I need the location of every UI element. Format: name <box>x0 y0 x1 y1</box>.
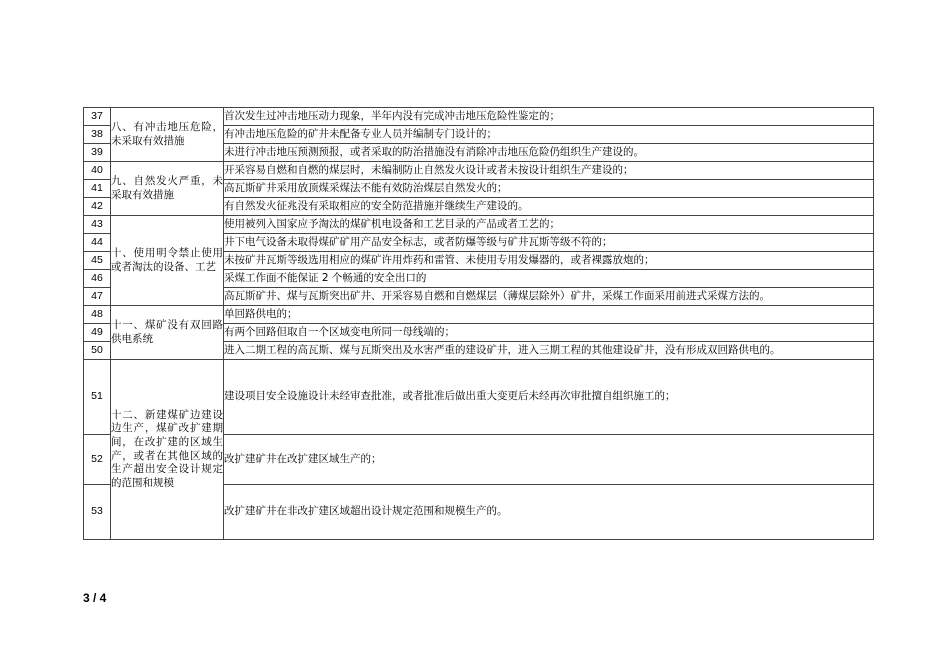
row-description: 改扩建矿井在非改扩建区域超出设计规定范围和规模生产的。 <box>224 485 874 540</box>
category-cell: 八、有冲击地压危险，未采取有效措施 <box>111 108 224 162</box>
row-number: 40 <box>84 162 111 180</box>
table-row <box>84 216 874 234</box>
row-description: 采煤工作面不能保证 2 个畅通的安全出口的 <box>224 270 874 288</box>
row-number: 46 <box>84 270 111 288</box>
row-description: 井下电气设备未取得煤矿矿用产品安全标志，或者防爆等级与矿井瓦斯等级不符的； <box>224 234 874 252</box>
table-row <box>84 360 874 435</box>
row-description: 建设项目安全设施设计未经审查批准，或者批准后做出重大变更后未经再次审批擅自组织施工的； <box>224 360 874 435</box>
category-cell: 十一、煤矿没有双回路供电系统 <box>111 306 224 360</box>
row-number: 44 <box>84 234 111 252</box>
violations-table <box>83 107 874 540</box>
row-number: 37 <box>84 108 111 126</box>
row-description: 高瓦斯矿井、煤与瓦斯突出矿井、开采容易自燃和自燃煤层（薄煤层除外）矿井，采煤工作面采用前进式采煤方法的。 <box>224 288 874 306</box>
row-description: 有两个回路但取自一个区域变电所同一母线端的； <box>224 324 874 342</box>
row-description: 有自然发火征兆没有采取相应的安全防范措施并继续生产建设的。 <box>224 198 874 216</box>
row-number: 50 <box>84 342 111 360</box>
table-row <box>84 162 874 180</box>
page-number: 3 / 4 <box>83 591 107 605</box>
row-number: 53 <box>84 485 111 540</box>
category-cell: 九、自然发火严重，未采取有效措施 <box>111 162 224 216</box>
row-description: 未进行冲击地压预测预报，或者采取的防治措施没有消除冲击地压危险仍组织生产建设的。 <box>224 144 874 162</box>
row-number: 43 <box>84 216 111 234</box>
row-description: 高瓦斯矿井采用放顶煤采煤法不能有效防治煤层自然发火的； <box>224 180 874 198</box>
row-number: 47 <box>84 288 111 306</box>
row-description: 未按矿井瓦斯等级选用相应的煤矿许用炸药和雷管、未使用专用发爆器的，或者裸露放炮的； <box>224 252 874 270</box>
row-description: 有冲击地压危险的矿井未配备专业人员并编制专门设计的； <box>224 126 874 144</box>
row-number: 39 <box>84 144 111 162</box>
row-number: 48 <box>84 306 111 324</box>
row-description: 使用被列入国家应予淘汰的煤矿机电设备和工艺目录的产品或者工艺的； <box>224 216 874 234</box>
row-description: 改扩建矿井在改扩建区域生产的； <box>224 435 874 485</box>
row-description: 开采容易自燃和自燃的煤层时，未编制防止自然发火设计或者未按设计组织生产建设的； <box>224 162 874 180</box>
row-number: 51 <box>84 360 111 435</box>
table-row <box>84 306 874 324</box>
row-number: 38 <box>84 126 111 144</box>
row-description: 单回路供电的； <box>224 306 874 324</box>
table-row <box>84 108 874 126</box>
row-number: 49 <box>84 324 111 342</box>
row-number: 45 <box>84 252 111 270</box>
category-cell: 十、使用明令禁止使用或者淘汰的设备、工艺 <box>111 216 224 306</box>
row-description: 首次发生过冲击地压动力现象，半年内没有完成冲击地压危险性鉴定的； <box>224 108 874 126</box>
row-number: 52 <box>84 435 111 485</box>
row-number: 41 <box>84 180 111 198</box>
row-number: 42 <box>84 198 111 216</box>
category-cell: 十二、新建煤矿边建设边生产，煤矿改扩建期间，在改扩建的区域生产，或者在其他区域的生产超出安全设计规定的范围和规模 <box>111 360 224 540</box>
row-description: 进入二期工程的高瓦斯、煤与瓦斯突出及水害严重的建设矿井，进入三期工程的其他建设矿井，没有形成双回路供电的。 <box>224 342 874 360</box>
